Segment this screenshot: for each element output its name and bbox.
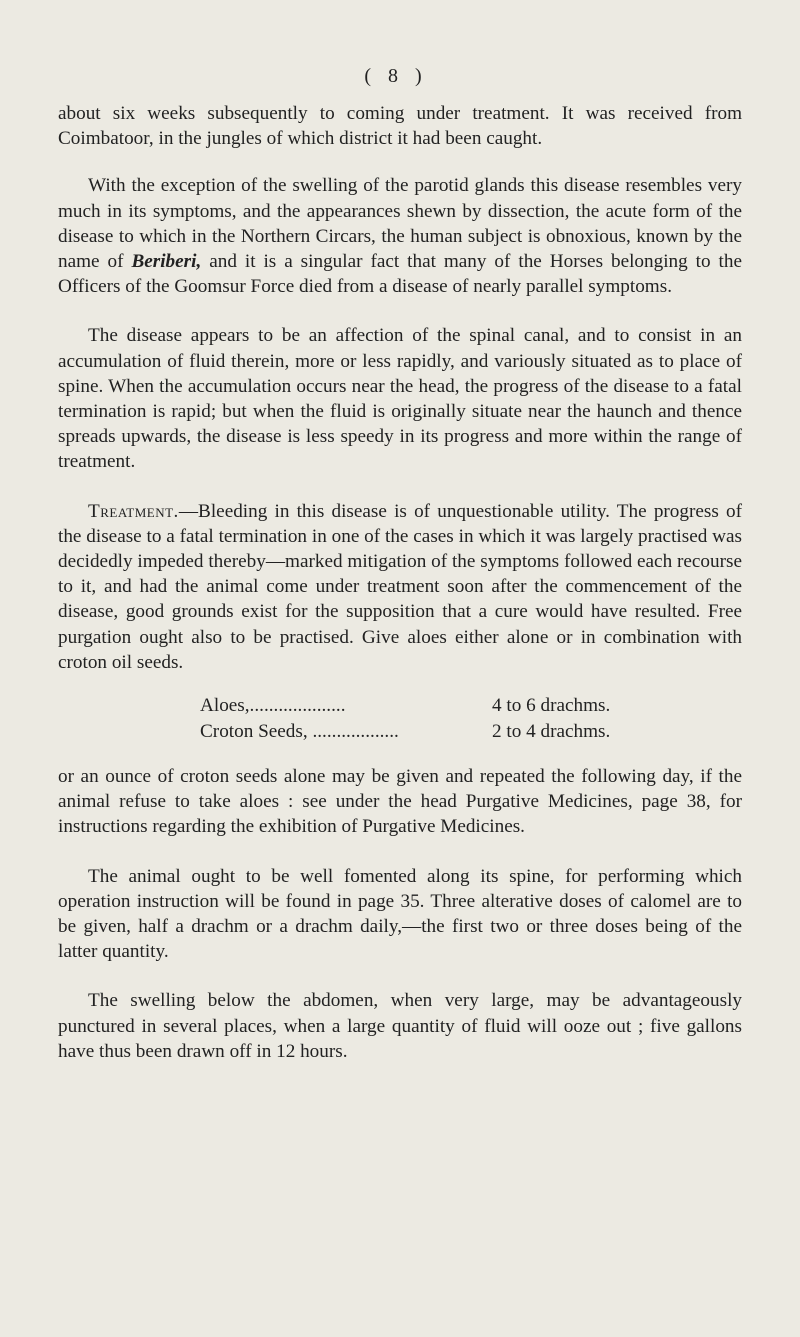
recipe-list [200,693,742,744]
paragraph-croton-seeds: or an ounce of croton seeds alone may be given and repeated the following day, if the animal refuse to take aloes : see under the head Purgative Medicines, page 38, for instructions regarding the exhibition of Purgative Medicines. [58,766,742,838]
treatment-heading: Treatment. [88,500,179,522]
paragraph-beriberi-text-2: and it is a singular fact that many of the Horses belonging to the Officers of the Goomsur Force died from a disease of nearly parallel symptoms. [58,251,742,298]
paragraph-fomentation: The animal ought to be well fomented along its spine, for performing which operation instruction will be found in page 35. Three alterative doses of calomel are to be given, half a drachm or a drachm daily,—the first two or three doses being of the latter quantity. [58,865,742,963]
paragraph-beriberi-text-1: With the exception of the swelling of the parotid glands this disease resembles very much in its symptoms, and the appearances shewn by dissection, the acute form of the disease to which in the Northern Circars, the human subject is obnoxious, known by the name of [58,175,742,273]
paragraph-swelling: The swelling below the abdomen, when very large, may be advantageously punctured in several places, when a large quantity of fluid will ooze out ; five gallons have thus been drawn off in 12 hours. [58,990,742,1062]
paragraph-beriberi [58,173,742,299]
recipe-row-croton [200,719,742,745]
recipe-amount: 4 to 6 drachms. [492,695,611,717]
recipe-amount: 2 to 4 drachms. [492,720,611,742]
paragraph-continuation: about six weeks subsequently to coming under treatment. It was received from Coimbatoor, in the jungles of which district it had been caught. [58,103,742,150]
paragraph-spinal-canal: The disease appears to be an affection of the spinal canal, and to consist in an accumulation of fluid therein, more or less rapidly, and variously situated as to place of spine. When the accumulation occurs near the head, the progress of the disease to a fatal termination is rapid; but when the fluid is originally situate near the haunch and thence spreads upwards, the disease is less speedy in its progress and more within the range of treatment. [58,325,742,473]
paragraph-treatment [58,499,742,675]
recipe-ingredient: Aloes,.................... [200,695,346,717]
recipe-ingredient: Croton Seeds, .................. [200,720,399,742]
beriberi-term: Beriberi, [131,251,202,273]
treatment-text: —Bleeding in this disease is of unquestionable utility. The progress of the disease to a fatal termination in one of the cases in which it was largely practised was decidedly impeded thereby—marked mitigation of the symptoms followed each recourse to it, and had the animal come under treatment soon after the commencement of the disease, good grounds exist for the supposition that a cure would have resulted. Free purgation ought also to be practised. Give aloes either alone or in combination with croton oil seeds. [58,500,742,673]
page-number: ( 8 ) [364,65,428,87]
recipe-row-aloes [200,693,742,719]
